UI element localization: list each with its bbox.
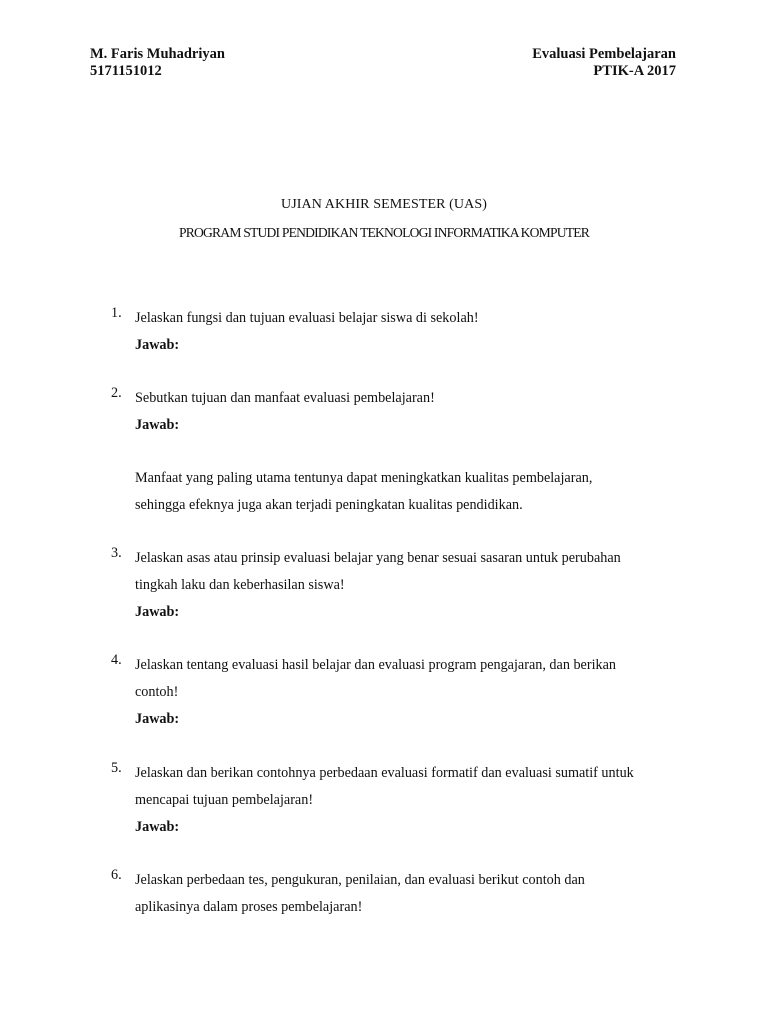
student-name: M. Faris Muhadriyan xyxy=(90,46,225,62)
question-text xyxy=(135,867,675,921)
question-line: Jelaskan asas atau prinsip evaluasi belajar yang benar sesuai sasaran untuk perubahan xyxy=(135,550,621,566)
question-line: contoh! xyxy=(135,684,179,700)
question-line: Jelaskan perbedaan tes, pengukuran, penilaian, dan evaluasi berikut contoh dan xyxy=(135,872,585,888)
answer-label: Jawab: xyxy=(135,604,180,620)
answer-text xyxy=(135,465,675,519)
question-line: mencapai tujuan pembelajaran! xyxy=(135,792,314,808)
question-number: 6. xyxy=(111,867,122,883)
answer-label: Jawab: xyxy=(135,711,180,727)
answer-label: Jawab: xyxy=(135,819,180,835)
question-line: aplikasinya dalam proses pembelajaran! xyxy=(135,899,363,915)
answer-label: Jawab: xyxy=(135,417,180,433)
question-line: tingkah laku dan keberhasilan siswa! xyxy=(135,577,345,593)
question-text xyxy=(135,545,675,626)
question-number: 3. xyxy=(111,545,122,561)
student-info xyxy=(90,46,225,80)
question-text xyxy=(135,760,675,841)
question-line: Jelaskan tentang evaluasi hasil belajar dan evaluasi program pengajaran, dan berikan xyxy=(135,657,616,673)
question-line: Sebutkan tujuan dan manfaat evaluasi pembelajaran! xyxy=(135,390,435,406)
course-info xyxy=(532,46,676,80)
question-line: Jelaskan dan berikan contohnya perbedaan evaluasi formatif dan evaluasi sumatif untuk xyxy=(135,765,634,781)
question-number: 1. xyxy=(111,305,122,321)
question-number: 4. xyxy=(111,652,122,668)
program-title: PROGRAM STUDI PENDIDIKAN TEKNOLOGI INFORMATIKA KOMPUTER xyxy=(178,225,590,240)
student-id: 5171151012 xyxy=(90,63,162,79)
question-text xyxy=(135,385,675,439)
answer-label: Jawab: xyxy=(135,337,180,353)
question-line: Jelaskan fungsi dan tujuan evaluasi belajar siswa di sekolah! xyxy=(135,310,479,326)
class-name: PTIK-A 2017 xyxy=(593,63,676,79)
question-text xyxy=(135,652,675,733)
answer-line: Manfaat yang paling utama tentunya dapat meningkatkan kualitas pembelajaran, xyxy=(135,470,593,486)
course-name: Evaluasi Pembelajaran xyxy=(532,46,676,62)
exam-title: UJIAN AKHIR SEMESTER (UAS) xyxy=(281,197,487,212)
question-number: 5. xyxy=(111,760,122,776)
question-number: 2. xyxy=(111,385,122,401)
question-text xyxy=(135,305,675,359)
answer-line: sehingga efeknya juga akan terjadi peningkatan kualitas pendidikan. xyxy=(135,497,523,513)
